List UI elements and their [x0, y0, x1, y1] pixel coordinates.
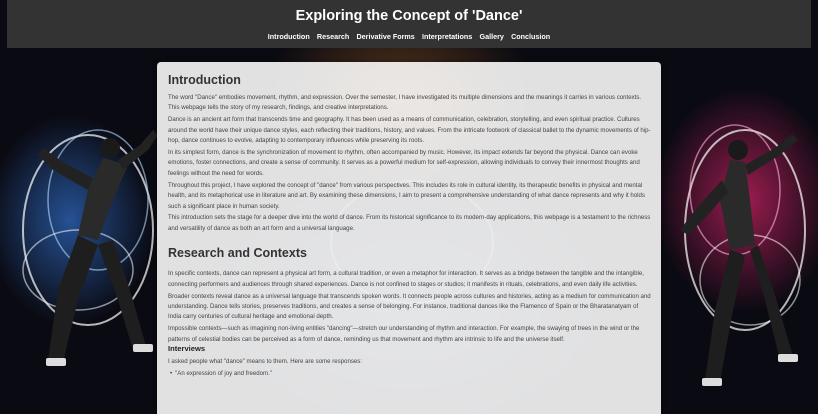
intro-paragraph: Dance is an ancient art form that transcends time and geography. It has been used as a means of communication, celebration, storytelling, and even spiritual practice. Cultures around the world have their unique dance styles, each reflecting their traditions, history, and values. From the intricate footwork of classical ballet to the dynamic movements of hip-hop, dance continues to evolve, adapting to contemporary influences while preserving its roots.: [168, 116, 651, 145]
interviews-intro: I asked people what "dance" means to them. Here are some responses:: [168, 357, 363, 365]
main-nav: [7, 32, 811, 41]
intro-paragraph: Throughout this project, I have explored the concept of "dance" from various perspectives. This includes its role in cultural identity, its therapeutic benefits in physical and mental health, and its metaphorical use in literature and art. By examining these dimensions, I aim to present a comprehensive understanding of what dance represents and why it holds such a significant place in human society.: [168, 181, 645, 210]
introduction-heading: Introduction: [168, 73, 241, 87]
interview-response: • "An expression of joy and freedom.": [170, 369, 651, 379]
content-panel[interactable]: [157, 62, 661, 414]
dancer-right-silhouette: [660, 60, 818, 414]
interview-responses-list: [168, 369, 651, 379]
research-paragraph: In specific contexts, dance can represent a physical art form, a cultural tradition, or even a metaphor for interaction. It serves as a bridge between the tangible and the intangible, connecting performers and audiences through shared experiences. Dance is not confined to stages or studios; it manifests in rituals, celebrations, and even daily life activities.: [168, 270, 644, 288]
research-paragraph: Impossible contexts—such as imagining non-living entities "dancing"—stretch our understanding of rhythm and interaction. For example, the swaying of trees in the wind or the patterns of celestial bodies can be perceived as a form of dance, reminding us that movement and rhythm are intrinsic to life and the universe itself.: [168, 325, 640, 343]
nav-link-introduction[interactable]: Introduction: [267, 32, 310, 41]
dancer-right-image: [660, 60, 818, 414]
intro-paragraph: In its simplest form, dance is the synchronization of movement to rhythm, often accompanied by music. However, its impact extends far beyond the physical. Dance can evoke emotions, foster connections, and create a sense of community. It serves as a powerful medium for self-expression, allowing individuals to convey their innermost thoughts and feelings without the need for words.: [168, 149, 640, 177]
nav-link-gallery[interactable]: Gallery: [479, 32, 504, 41]
nav-link-research[interactable]: Research: [316, 32, 350, 41]
research-section: [168, 246, 651, 379]
content-panel-inner: [157, 62, 661, 379]
introduction-section: [168, 73, 651, 234]
research-heading: Research and Contexts: [168, 246, 307, 261]
site-title: Exploring the Concept of 'Dance': [295, 8, 523, 24]
nav-link-interpretations[interactable]: Interpretations: [421, 32, 473, 41]
research-paragraph: Broader contexts reveal dance as a universal language that transcends spoken words. It connects people across cultures and histories, acting as a medium for communication and understanding. Dance tells stories, preserves traditions, and creates a sense of belonging. For instance, traditional dances like the Flamenco of Spain or the Bharatanatyam of India carry centuries of cultural heritage and emotional depth.: [168, 292, 651, 321]
intro-paragraph: The word "Dance" embodies movement, rhythm, and expression. Over the semester, I have investigated its multiple dimensions and the meanings it carries in various contexts. This webpage tells the story of my research, findings, and creative interpretations.: [168, 94, 642, 112]
dancer-left-silhouette: [18, 60, 168, 414]
nav-link-conclusion[interactable]: Conclusion: [511, 32, 551, 41]
nav-link-derivative-forms[interactable]: Derivative Forms: [356, 32, 415, 41]
interviews-heading: Interviews: [168, 343, 206, 353]
site-header: [7, 0, 811, 48]
intro-paragraph: This introduction sets the stage for a deeper dive into the world of dance. From its historical significance to its modern-day applications, this webpage is a testament to the richness and versatility of dance as both an art form and a universal language.: [168, 214, 651, 232]
dancer-left-image: [18, 60, 168, 414]
